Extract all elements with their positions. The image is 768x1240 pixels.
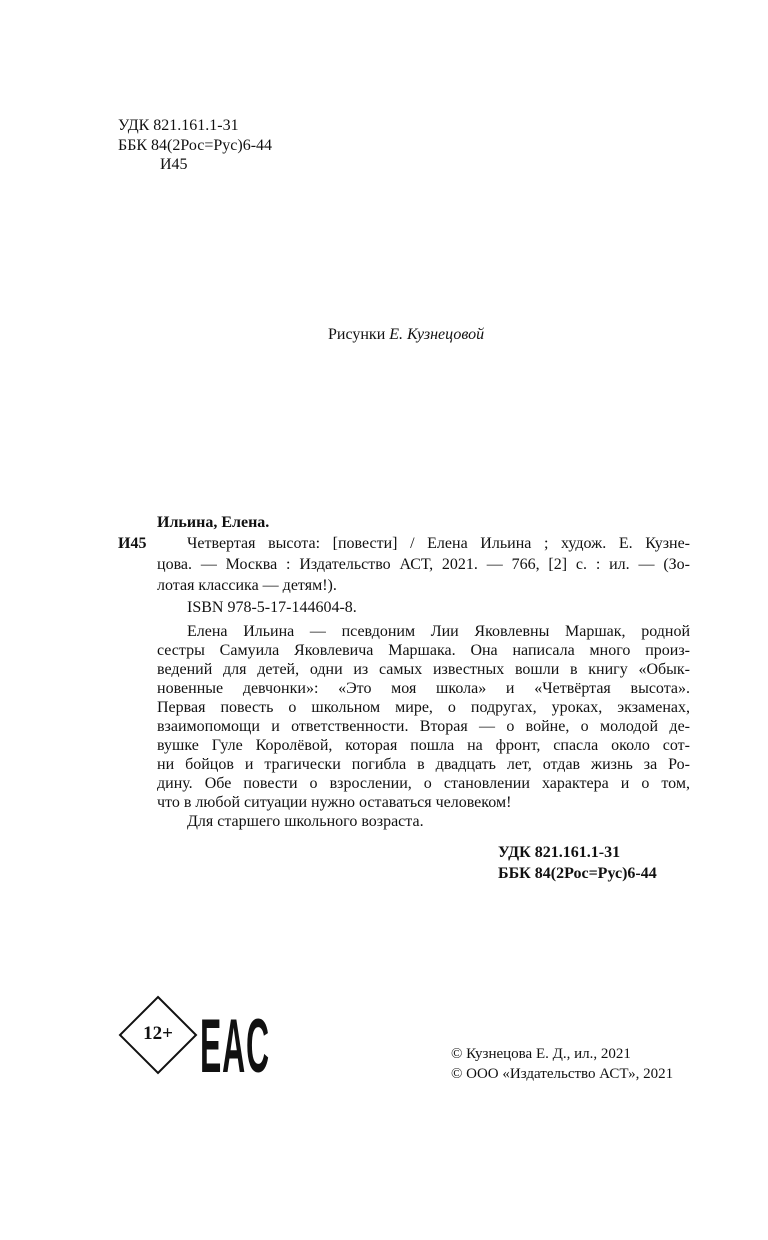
annotation-line: вушке Гуле Королёвой, которая пошла на фронт, спасла около сот- [157,737,690,754]
annotation-line: Елена Ильина — псевдоним Лии Яковлевны Маршак, родной [187,623,690,640]
catalog-mark: И45 [118,535,147,552]
catalog-bbk: ББК 84(2Рос=Рус)6-44 [498,865,657,882]
annotation-line: ни бойцов и трагически погибла в двадцать лет, отдав жизнь за Ро- [157,756,690,773]
annotation-line: сестры Самуила Яковлевича Маршака. Она написала много произ- [157,642,690,659]
audience-text: Для старшего школьного возраста. [187,813,424,830]
author-mark: И45 [160,156,188,173]
description-line: лотая классика — детям!). [157,577,337,594]
udk-code: УДК 821.161.1-31 [118,117,239,134]
age-rating-badge [118,995,198,1075]
catalog-udk: УДК 821.161.1-31 [498,844,621,861]
annotation-line: взаимопомощи и ответственности. Вторая — о войне, о молодой де- [157,718,690,735]
isbn: ISBN 978-5-17-144604-8. [187,599,357,616]
annotation-line: что в любой ситуации нужно оставаться человеком! [157,794,512,811]
annotation-line: дину. Обе повести о взрослении, о становлении характера и о том, [157,775,690,792]
copyright-block [451,1044,673,1084]
description-line: цова. — Москва : Издательство АСТ, 2021. — 766, [2] с. : ил. — (Зо- [157,556,690,573]
annotation-line: новенные девчонки»: «Это моя школа» и «Четвёртая высота». [157,680,690,697]
copyright-line: © ООО «Издательство АСТ», 2021 [451,1066,674,1082]
eac-logo: EAC [200,1004,270,1089]
age-rating: 12+ [143,1023,173,1044]
illustrations-label: Рисунки [328,326,386,343]
catalog-author: Ильина, Елена. [157,514,270,531]
illustrations-credit [328,326,484,344]
annotation-line: ведений для детей, одни из самых известных вошли в книгу «Обык- [157,661,690,678]
description-line: Четвертая высота: [повести] / Елена Ильина ; худож. Е. Кузне- [187,535,690,552]
annotation-line: Первая повесть о школьном мире, о подругах, уроках, экзаменах, [157,699,690,716]
illustrations-artist: Е. Кузнецовой [389,326,485,343]
bbk-code: ББК 84(2Рос=Рус)6-44 [118,137,273,154]
copyright-line: © Кузнецова Е. Д., ил., 2021 [451,1046,631,1062]
